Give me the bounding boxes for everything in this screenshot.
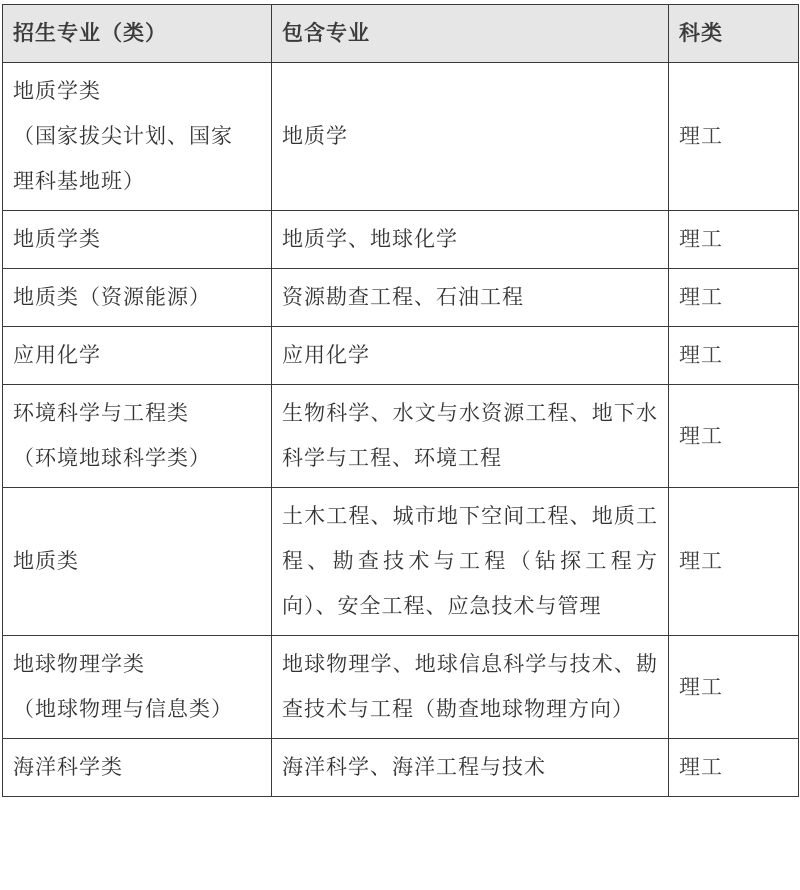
enroll-major-line: 海洋科学类 [13, 755, 123, 779]
enroll-major-cell [3, 269, 272, 327]
enroll-major-line: 地质类（资源能源） [13, 285, 211, 309]
category-cell: 理工 [669, 636, 799, 739]
category-cell: 理工 [669, 739, 799, 797]
table-row [3, 636, 799, 739]
enroll-major-cell [3, 211, 272, 269]
header-included-majors: 包含专业 [272, 5, 669, 63]
included-majors-cell: 地球物理学、地球信息科学与技术、勘查技术与工程（勘查地球物理方向） [272, 636, 669, 739]
table-row [3, 327, 799, 385]
enroll-major-line: 地球物理学类 [13, 652, 145, 676]
included-majors-cell: 海洋科学、海洋工程与技术 [272, 739, 669, 797]
table-row [3, 488, 799, 636]
enroll-major-cell [3, 63, 272, 211]
table-header-row [3, 5, 799, 63]
enroll-major-line: （地球物理与信息类） [13, 697, 233, 721]
enroll-major-cell [3, 636, 272, 739]
enroll-major-cell [3, 385, 272, 488]
included-majors-cell: 生物科学、水文与水资源工程、地下水科学与工程、环境工程 [272, 385, 669, 488]
table-row [3, 739, 799, 797]
category-cell: 理工 [669, 63, 799, 211]
enroll-major-line: 应用化学 [13, 343, 101, 367]
enroll-major-line: 地质类 [13, 549, 79, 573]
enroll-major-cell [3, 327, 272, 385]
category-cell: 理工 [669, 327, 799, 385]
included-majors-cell: 应用化学 [272, 327, 669, 385]
table-row [3, 63, 799, 211]
category-cell: 理工 [669, 269, 799, 327]
category-cell: 理工 [669, 211, 799, 269]
included-majors-cell: 地质学 [272, 63, 669, 211]
enroll-major-line: （国家拔尖计划、国家 [13, 124, 233, 148]
enroll-major-line: 地质学类 [13, 79, 101, 103]
majors-table [2, 4, 799, 797]
table-row [3, 211, 799, 269]
enroll-major-cell [3, 739, 272, 797]
enroll-major-line: 环境科学与工程类 [13, 401, 189, 425]
enroll-major-line: 理科基地班） [13, 169, 145, 193]
included-majors-cell: 地质学、地球化学 [272, 211, 669, 269]
included-majors-cell: 土木工程、城市地下空间工程、地质工程、勘查技术与工程（钻探工程方向）、安全工程、应急技术与管理 [272, 488, 669, 636]
enroll-major-line: （环境地球科学类） [13, 446, 211, 470]
enroll-major-line: 地质学类 [13, 227, 101, 251]
table-row [3, 269, 799, 327]
enroll-major-cell [3, 488, 272, 636]
header-category: 科类 [669, 5, 799, 63]
category-cell: 理工 [669, 385, 799, 488]
header-enroll-major: 招生专业（类） [3, 5, 272, 63]
category-cell: 理工 [669, 488, 799, 636]
included-majors-cell: 资源勘查工程、石油工程 [272, 269, 669, 327]
table-row [3, 385, 799, 488]
